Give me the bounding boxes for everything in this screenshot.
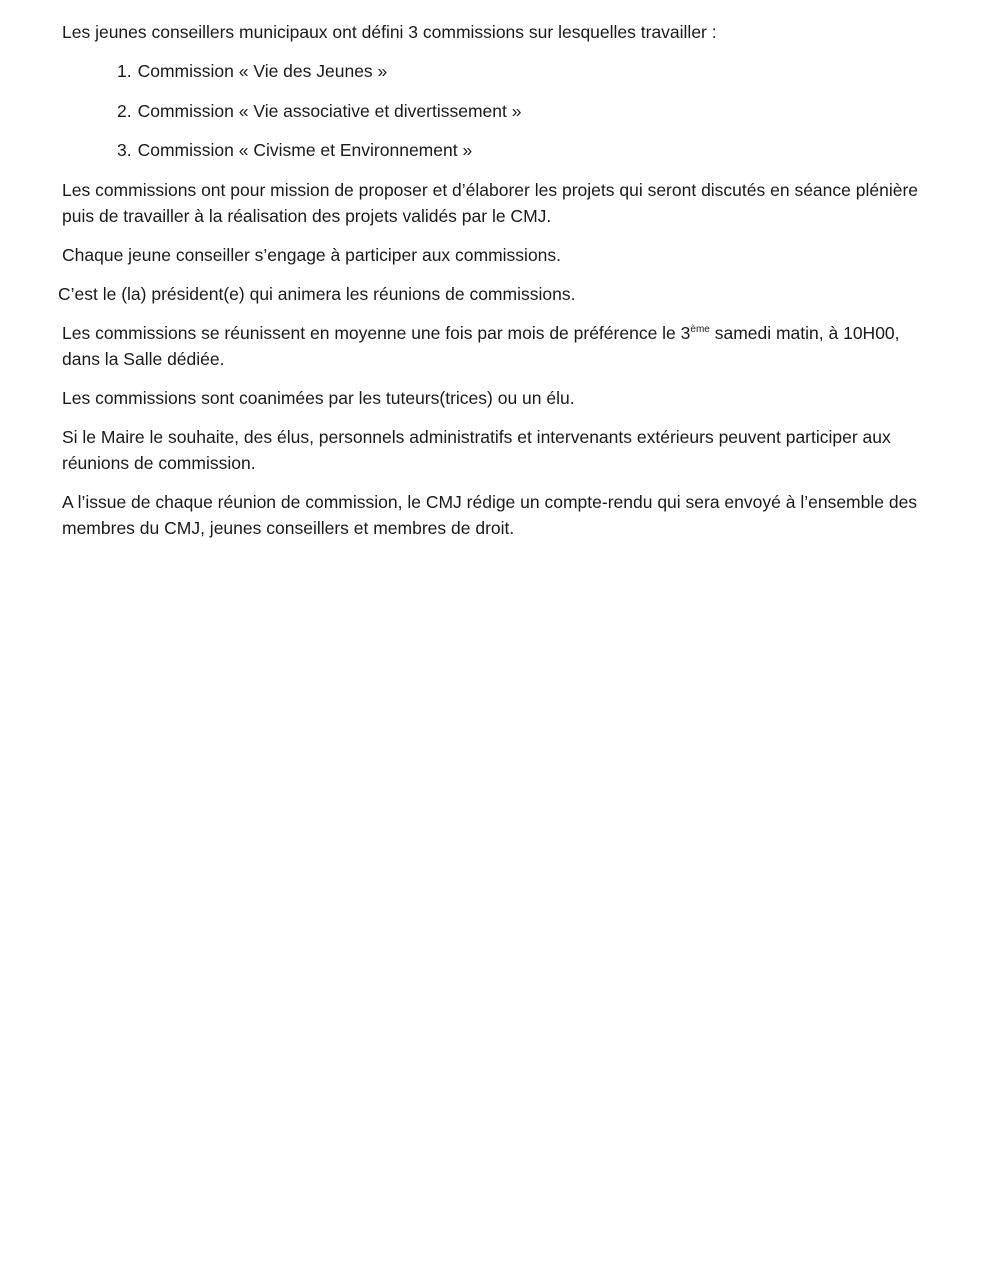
intro-paragraph: Les jeunes conseillers municipaux ont défini 3 commissions sur lesquelles travailler : <box>62 22 717 42</box>
list-item-label: Commission « Civisme et Environnement » <box>137 140 473 160</box>
commission-list <box>58 58 928 163</box>
list-number: 1. <box>117 61 132 81</box>
document-body <box>58 19 928 554</box>
list-item <box>58 58 928 84</box>
list-number: 3. <box>117 140 132 160</box>
report-paragraph: A l’issue de chaque réunion de commission, le CMJ rédige un compte-rendu qui sera envoyé à l’ensemble des membres du CMJ, jeunes conseillers et membres de droit. <box>62 491 918 538</box>
list-item <box>58 137 928 163</box>
coanimation-paragraph: Les commissions sont coanimées par les tuteurs(trices) ou un élu. <box>62 387 575 408</box>
meeting-paragraph <box>58 320 928 372</box>
mayor-paragraph: Si le Maire le souhaite, des élus, personnels administratifs et intervenants extérieurs peuvent participer aux réunions de commission. <box>62 426 891 473</box>
president-paragraph: C’est le (la) président(e) qui animera les réunions de commissions. <box>58 283 576 304</box>
meeting-text-before: Les commissions se réunissent en moyenne une fois par mois de préférence le 3 <box>62 322 691 343</box>
list-item-label: Commission « Vie associative et divertissement » <box>137 100 522 121</box>
meeting-text-after: samedi matin, à 10H00, dans la Salle dédiée. <box>62 322 900 369</box>
mission-paragraph: Les commissions ont pour mission de proposer et d’élaborer les projets qui seront discutés en séance plénière puis de travailler à la réalisation des projets validés par le CMJ. <box>62 179 919 226</box>
list-item-label: Commission « Vie des Jeunes » <box>137 61 388 81</box>
list-number: 2. <box>117 100 132 121</box>
engagement-paragraph: Chaque jeune conseiller s’engage à participer aux commissions. <box>62 244 562 265</box>
list-item <box>58 98 928 124</box>
ordinal-superscript: ème <box>690 323 710 335</box>
